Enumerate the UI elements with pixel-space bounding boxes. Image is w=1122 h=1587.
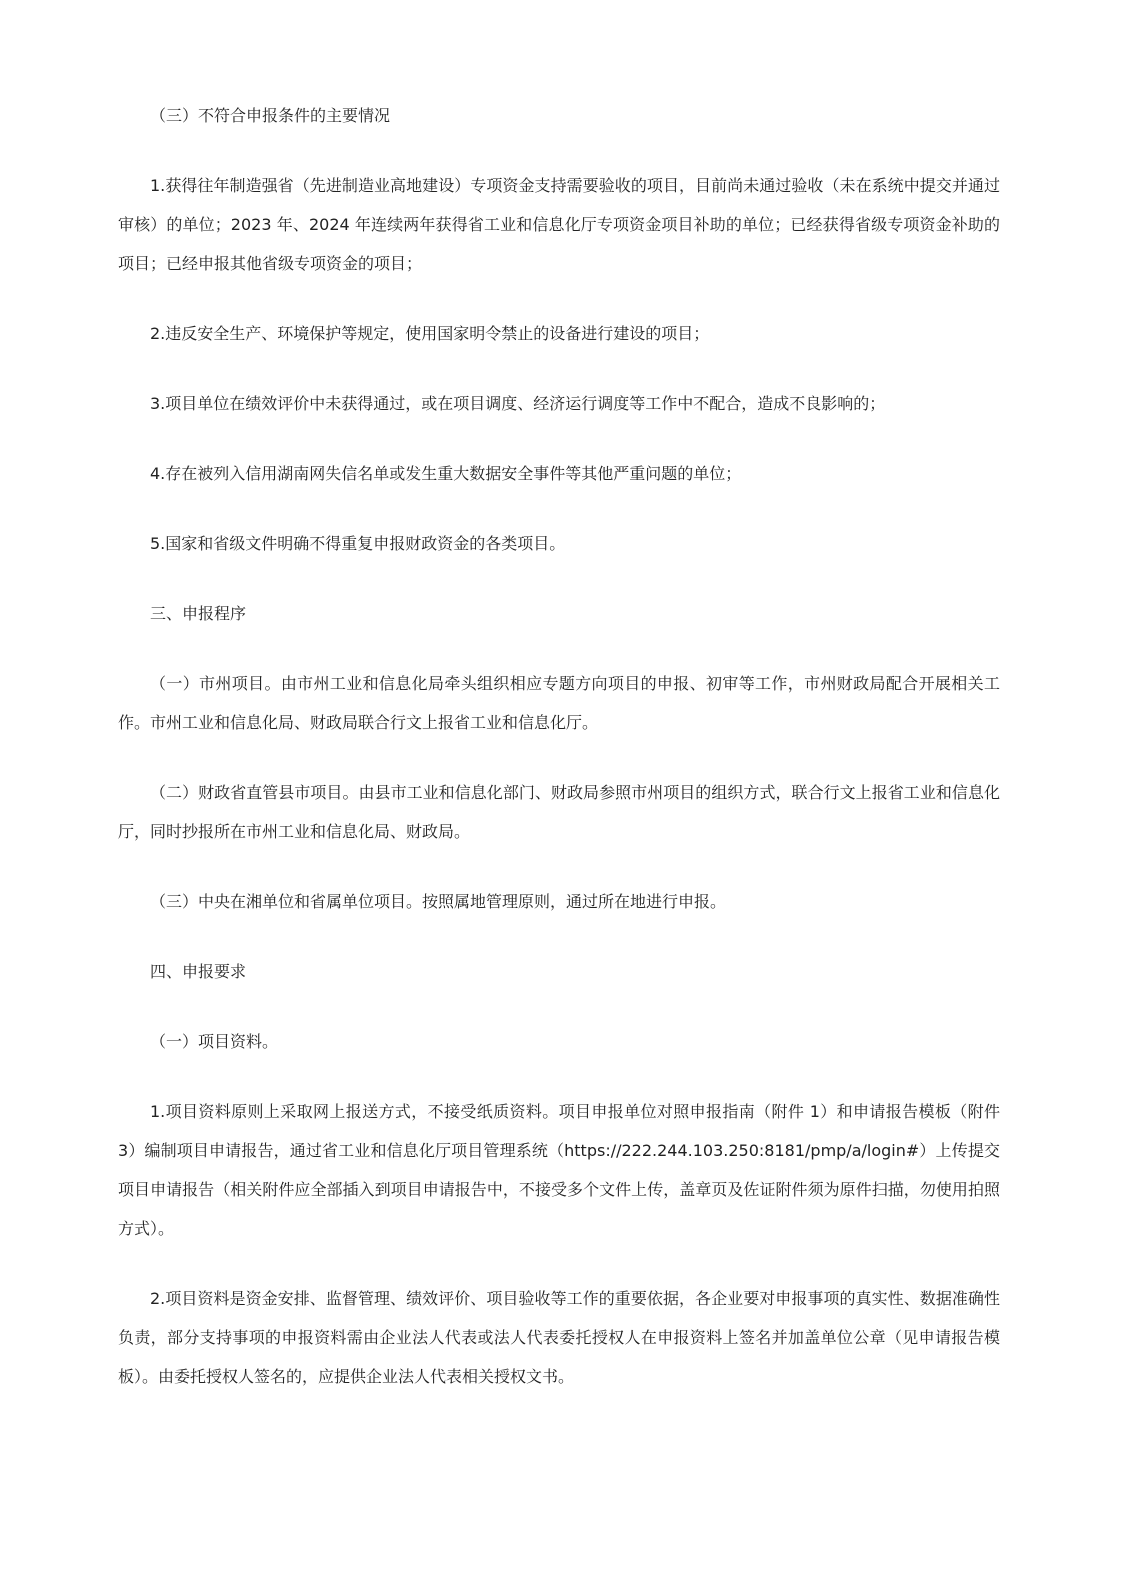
paragraph-city-projects: （一）市州项目。由市州工业和信息化局牵头组织相应专题方向项目的申报、初审等工作，市州财政局配合开展相关工作。市州工业和信息化局、财政局联合行文上报省工业和信息化厅。 bbox=[118, 674, 1000, 732]
paragraph-item-1: 1.获得往年制造强省（先进制造业高地建设）专项资金支持需要验收的项目，目前尚未通过验收（未在系统中提交并通过审核）的单位；2023 年、2024 年连续两年获得省工业和信息化厅专项资金项目补助的单位；已经获得省级专项资金补助的项目；已经申报其他省级专项资金的项目； bbox=[118, 176, 1000, 273]
paragraph-central-provincial-units: （三）中央在湘单位和省属单位项目。按照属地管理原则，通过所在地进行申报。 bbox=[150, 892, 727, 911]
paragraph-materials-2: 2.项目资料是资金安排、监督管理、绩效评价、项目验收等工作的重要依据，各企业要对申报事项的真实性、数据准确性负责，部分支持事项的申报资料需由企业法人代表或法人代表委托授权人在申报资料上签名并加盖单位公章（见申请报告模板）。由委托授权人签名的，应提供企业法人代表相关授权文书。 bbox=[118, 1289, 1000, 1386]
section-heading-requirements: 四、申报要求 bbox=[150, 962, 247, 981]
paragraph-item-2: 2.违反安全生产、环境保护等规定，使用国家明令禁止的设备进行建设的项目； bbox=[150, 324, 710, 343]
paragraph-materials-1: 1.项目资料原则上采取网上报送方式，不接受纸质资料。项目申报单位对照申报指南（附件 1）和申请报告模板（附件 3）编制项目申请报告，通过省工业和信息化厅项目管理系统（https://222.244.103.250:8181/pmp/a/login#）上传提交项目申请报告（相关附件应全部插入到项目申请报告中，不接受多个文件上传，盖章页及佐证附件须为原件扫描，勿使用拍照方式）。 bbox=[118, 1102, 1000, 1238]
paragraph-item-3: 3.项目单位在绩效评价中未获得通过，或在项目调度、经济运行调度等工作中不配合，造成不良影响的； bbox=[150, 394, 886, 413]
document-body bbox=[118, 96, 1000, 1427]
subsection-heading-materials: （一）项目资料。 bbox=[150, 1032, 279, 1051]
paragraph-county-projects: （二）财政省直管县市项目。由县市工业和信息化部门、财政局参照市州项目的组织方式，联合行文上报省工业和信息化厅，同时抄报所在市州工业和信息化局、财政局。 bbox=[118, 783, 1000, 841]
paragraph-item-5: 5.国家和省级文件明确不得重复申报财政资金的各类项目。 bbox=[150, 534, 566, 553]
section-heading-procedure: 三、申报程序 bbox=[150, 604, 247, 623]
paragraph-item-4: 4.存在被列入信用湖南网失信名单或发生重大数据安全事件等其他严重问题的单位； bbox=[150, 464, 742, 483]
subsection-heading-ineligible: （三）不符合申报条件的主要情况 bbox=[150, 106, 391, 125]
